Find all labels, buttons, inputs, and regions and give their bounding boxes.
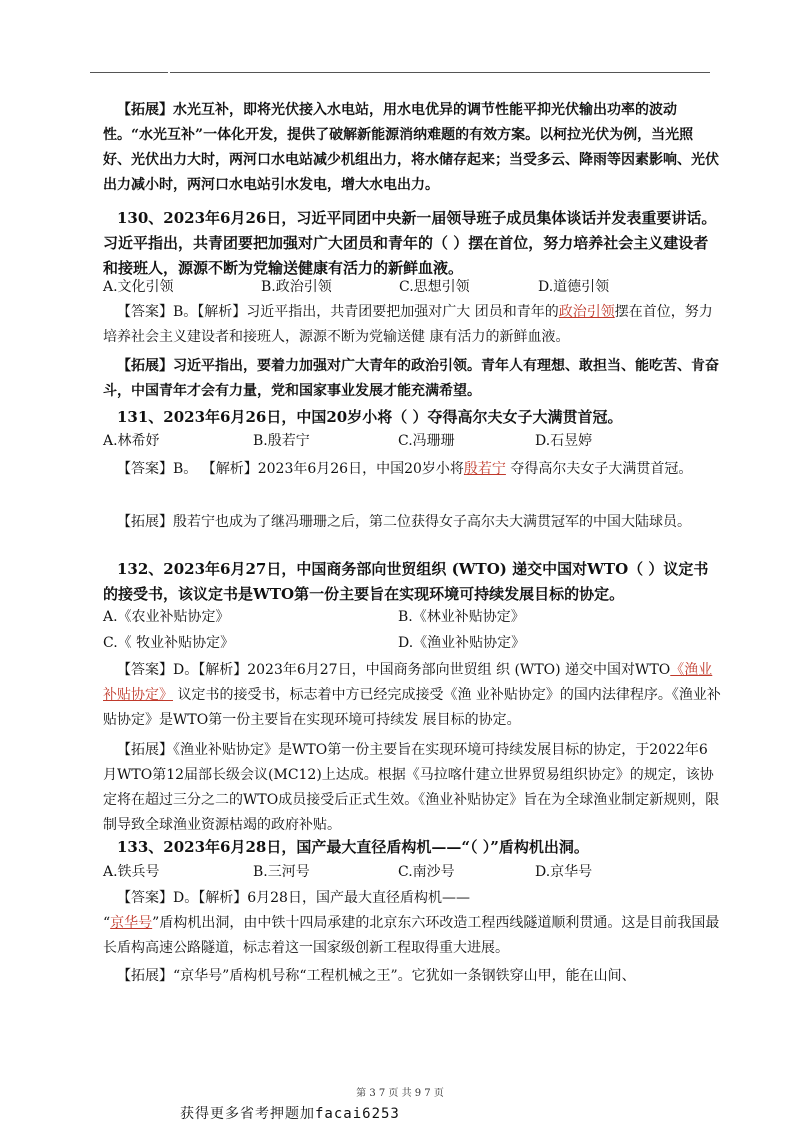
answer-132: 【答案】D。【解析】2023年6月27日，中国商务部向世贸组 织 (WTO) 递交中国对WTO《渔业补贴协定》 议定书的接受书，标志着中方已经完成接受《渔 业补贴协定》的国内法律程序。《渔业补贴协定》是WTO第一份主要旨在实现环境可持续发 展目标的协定。	[103, 662, 721, 728]
question-132: 132、2023年6月27日，中国商务部向世贸组织 (WTO) 递交中国对WTO（ ）议定书的接受书，该议定书是WTO第一份主要旨在实现环境可持续发展目标的协定。	[103, 560, 709, 603]
answer-131: 【答案】B。 【解析】2023年6月26日，中国20岁小将殷若宁 夺得高尔夫女子大满贯首冠。	[117, 461, 693, 477]
option-c: C.思想引领	[399, 279, 470, 295]
options-132-row1	[103, 606, 721, 630]
extension-130: 【拓展】习近平指出，要着力加强对广大青年的政治引领。青年人有理想、敢担当、能吃苦、肯奋斗，中国青年才会有力量，党和国家事业发展才能充满希望。	[103, 358, 719, 399]
option-d: D.石昱婷	[535, 433, 593, 449]
option-b: B.政治引领	[261, 279, 332, 295]
extension-133: 【拓展】“京华号”盾构机号称“工程机械之王”。它犹如一条钢铁穿山甲，能在山间、	[117, 968, 636, 984]
option-a: A.《农业补贴协定》	[103, 609, 230, 625]
option-a: A.林希妤	[103, 433, 160, 449]
option-b: B.三河号	[253, 864, 310, 880]
answer-key: 京华号	[110, 915, 153, 931]
option-a: A.铁兵号	[103, 864, 160, 880]
header-rule-left	[90, 72, 168, 73]
answer-130: 【答案】B。【解析】习近平指出，共青团要把加强对广大 团员和青年的政治引领摆在首位，努力培养社会主义建设者和接班人，源源不断为党输送健 康有活力的新鲜血液。	[103, 304, 713, 345]
answer-key: 《渔业补贴协定》	[103, 662, 713, 703]
option-d: D.京华号	[535, 864, 593, 880]
promo-text: 获得更多省考押题加facai6253	[180, 1106, 400, 1122]
extension-132: 【拓展】《渔业补贴协定》是WTO第一份主要旨在实现环境可持续发展目标的协定，于2022年6月WTO第12届部长级会议(MC12)上达成。根据《马拉喀什建立世界贸易组织协定》的规定，该协定将在超过三分之二的WTO成员接受后正式生效。《渔业补贴协定》旨在为全球渔业制定新规则，限制导致全球渔业资源枯竭的政府补贴。	[103, 742, 720, 833]
options-133	[103, 861, 721, 885]
option-d: D.《渔业补贴协定》	[398, 635, 526, 651]
extension-129: 【拓展】水光互补，即将光伏接入水电站，用水电优异的调节性能平抑光伏输出功率的波动性。“水光互补”一体化开发，提供了破解新能源消纳难题的有效方案。以柯拉光伏为例，当光照好、光伏出力大时，两河口水电站减少机组出力，将水储存起来；当受多云、降雨等因素影响、光伏出力减小时，两河口水电站引水发电，增大水电出力。	[103, 102, 719, 193]
option-a: A.文化引领	[103, 279, 174, 295]
question-133: 133、2023年6月28日，国产最大直径盾构机——“（ ）”盾构机出洞。	[117, 838, 589, 856]
options-130	[103, 276, 721, 300]
page-number: 第 3 7 页 共 9 7 页	[356, 1088, 444, 1099]
extension-131: 【拓展】殷若宁也成为了继冯珊珊之后，第二位获得女子高尔夫大满贯冠军的中国大陆球员。	[117, 514, 691, 530]
option-d: D.道德引领	[538, 279, 610, 295]
answer-key: 政治引领	[558, 304, 615, 320]
header-rule-right	[170, 72, 710, 73]
option-c: C.南沙号	[398, 864, 455, 880]
question-130: 130、2023年6月26日，习近平同团中央新一届领导班子成员集体谈话并发表重要讲话。习近平指出，共青团要把加强对广大团员和青年的（ ）摆在首位，努力培养社会主义建设者和接班人，源源不断为党输送健康有活力的新鲜血液。	[103, 209, 717, 277]
option-b: B.《林业补贴协定》	[398, 609, 525, 625]
question-131: 131、2023年6月26日，中国20岁小将（ ）夺得高尔夫女子大满贯首冠。	[117, 408, 623, 426]
answer-133: 【答案】D。【解析】6月28日，国产最大直径盾构机—— “京华号”盾构机出洞，由中铁十四局承建的北京东六环改造工程西线隧道顺利贯通。这是目前我国最长盾构高速公路隧道，标志着这一国家级创新工程取得重大进展。	[103, 890, 720, 956]
answer-key: 殷若宁	[463, 461, 506, 477]
option-c: C.冯珊珊	[398, 433, 455, 449]
options-132-row2	[103, 632, 721, 656]
option-c: C.《 牧业补贴协定》	[103, 635, 235, 651]
options-131	[103, 430, 721, 454]
option-b: B.殷若宁	[253, 433, 310, 449]
